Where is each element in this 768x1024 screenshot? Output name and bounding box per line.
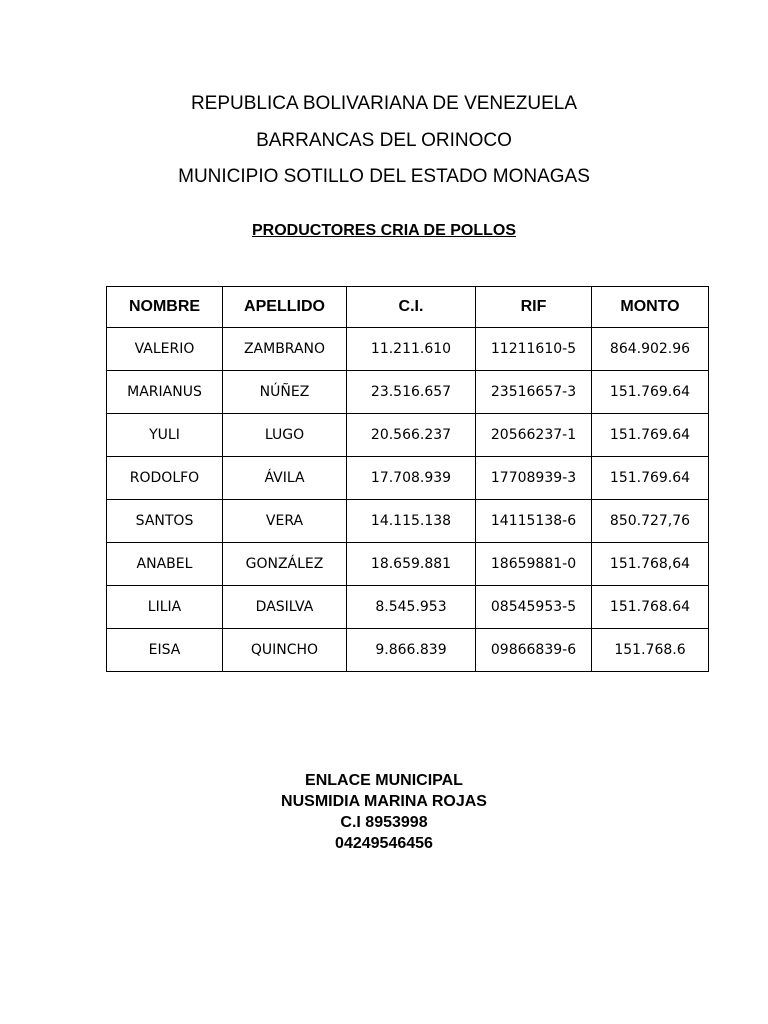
- cell-monto: 850.727,76: [592, 500, 709, 543]
- cell-ci: 9.866.839: [347, 629, 476, 672]
- cell-nombre: ANABEL: [107, 543, 223, 586]
- column-header-ci: C.I.: [347, 287, 476, 328]
- document-title: PRODUCTORES CRIA DE POLLOS: [251, 222, 517, 239]
- cell-nombre: YULI: [107, 414, 223, 457]
- table-body: [107, 328, 709, 672]
- cell-monto: 151.769.64: [592, 457, 709, 500]
- table-header-row: [107, 287, 709, 328]
- table-row: [107, 543, 709, 586]
- cell-apellido: QUINCHO: [223, 629, 347, 672]
- header-city: BARRANCAS DEL ORINOCO: [256, 130, 512, 151]
- cell-nombre: SANTOS: [107, 500, 223, 543]
- cell-ci: 8.545.953: [347, 586, 476, 629]
- table-row: [107, 457, 709, 500]
- column-header-rif: RIF: [476, 287, 592, 328]
- cell-rif: 14115138-6: [476, 500, 592, 543]
- cell-nombre: EISA: [107, 629, 223, 672]
- cell-monto: 151.768.64: [592, 586, 709, 629]
- cell-ci: 20.566.237: [347, 414, 476, 457]
- table-row: [107, 328, 709, 371]
- cell-ci: 17.708.939: [347, 457, 476, 500]
- cell-apellido: GONZÁLEZ: [223, 543, 347, 586]
- cell-apellido: NÚÑEZ: [223, 371, 347, 414]
- column-header-monto: MONTO: [592, 287, 709, 328]
- cell-rif: 11211610-5: [476, 328, 592, 371]
- cell-monto: 151.768,64: [592, 543, 709, 586]
- header-municipality: MUNICIPIO SOTILLO DEL ESTADO MONAGAS: [178, 166, 590, 187]
- cell-rif: 09866839-6: [476, 629, 592, 672]
- cell-nombre: LILIA: [107, 586, 223, 629]
- cell-rif: 08545953-5: [476, 586, 592, 629]
- column-header-apellido: APELLIDO: [223, 287, 347, 328]
- signature-block: [0, 770, 768, 854]
- table-row: [107, 586, 709, 629]
- cell-ci: 18.659.881: [347, 543, 476, 586]
- cell-monto: 151.768.6: [592, 629, 709, 672]
- cell-monto: 151.769.64: [592, 371, 709, 414]
- cell-nombre: VALERIO: [107, 328, 223, 371]
- cell-ci: 14.115.138: [347, 500, 476, 543]
- table-row: [107, 371, 709, 414]
- cell-ci: 11.211.610: [347, 328, 476, 371]
- cell-nombre: RODOLFO: [107, 457, 223, 500]
- signature-id: C.I 8953998: [340, 814, 428, 831]
- table-row: [107, 500, 709, 543]
- producers-table: [106, 286, 709, 672]
- cell-apellido: ZAMBRANO: [223, 328, 347, 371]
- header-country: REPUBLICA BOLIVARIANA DE VENEZUELA: [190, 93, 578, 114]
- cell-apellido: LUGO: [223, 414, 347, 457]
- table-row: [107, 629, 709, 672]
- cell-apellido: ÁVILA: [223, 457, 347, 500]
- signature-role: ENLACE MUNICIPAL: [305, 772, 463, 789]
- column-header-nombre: NOMBRE: [107, 287, 223, 328]
- cell-nombre: MARIANUS: [107, 371, 223, 414]
- table-row: [107, 414, 709, 457]
- cell-apellido: DASILVA: [223, 586, 347, 629]
- cell-monto: 151.769.64: [592, 414, 709, 457]
- signature-name: NUSMIDIA MARINA ROJAS: [281, 793, 487, 810]
- cell-rif: 17708939-3: [476, 457, 592, 500]
- cell-rif: 20566237-1: [476, 414, 592, 457]
- signature-phone: 04249546456: [335, 835, 433, 852]
- cell-rif: 18659881-0: [476, 543, 592, 586]
- cell-ci: 23.516.657: [347, 371, 476, 414]
- cell-rif: 23516657-3: [476, 371, 592, 414]
- cell-apellido: VERA: [223, 500, 347, 543]
- cell-monto: 864.902.96: [592, 328, 709, 371]
